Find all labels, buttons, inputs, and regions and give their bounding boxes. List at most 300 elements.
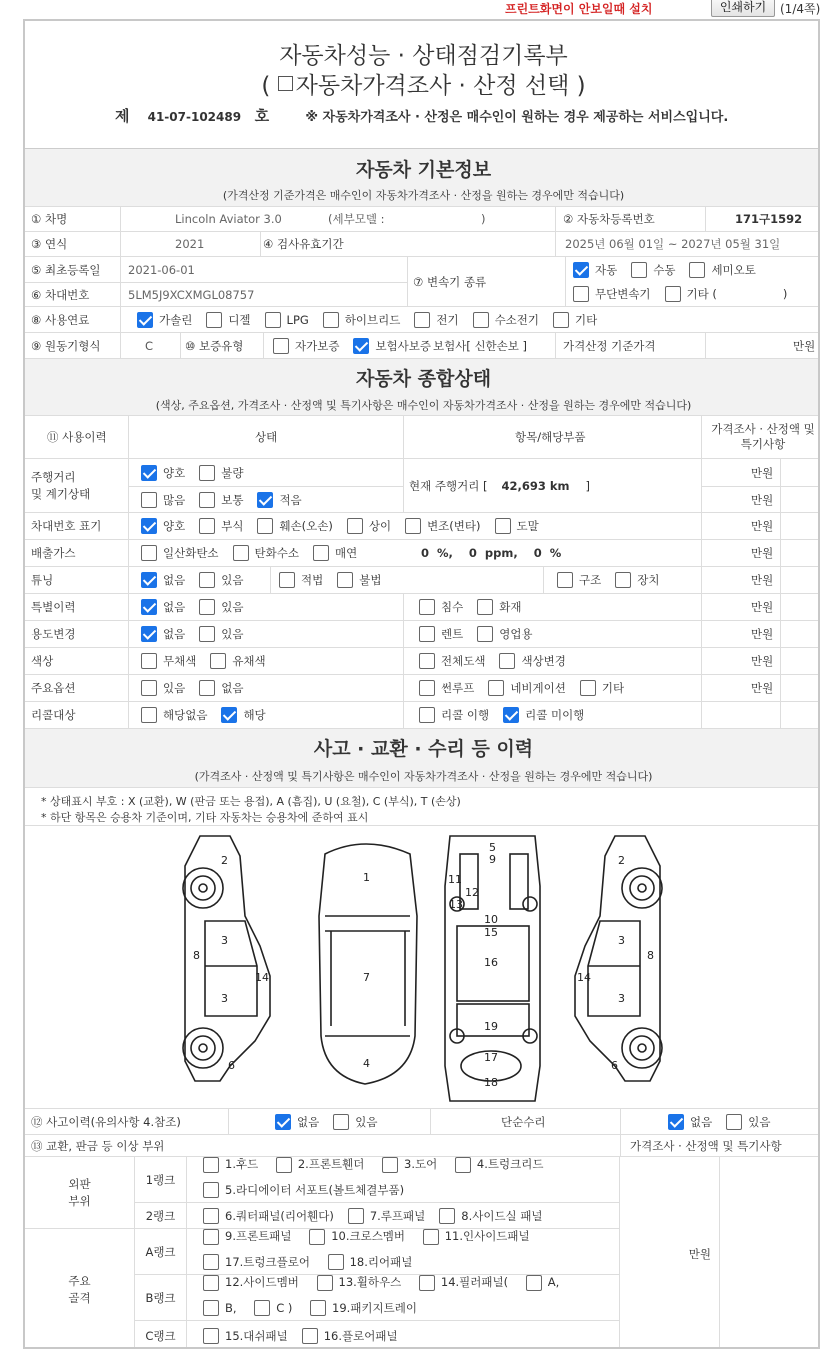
options-price: 만원 xyxy=(751,681,774,695)
simple-repair-options xyxy=(668,1109,784,1134)
accident-history-label: ⑫ 사고이력(유의사항 4.참조) xyxy=(31,1114,181,1129)
tuning-illegal-label: 불법 xyxy=(359,573,382,587)
diag-label-11: 11 xyxy=(448,873,462,886)
emission-smoke-label: 매연 xyxy=(334,546,358,560)
tuning-none-label: 없음 xyxy=(163,573,186,587)
paren-close: ) xyxy=(576,73,586,99)
top-bar xyxy=(0,0,840,18)
checkbox-navigation[interactable] xyxy=(488,680,504,696)
checkbox-part-8[interactable] xyxy=(439,1208,455,1224)
checkbox-color-change[interactable] xyxy=(499,653,515,669)
mileage-price-1: 만원 xyxy=(751,465,774,480)
row-vin-mark xyxy=(25,513,820,540)
checkbox-part-10[interactable] xyxy=(309,1229,325,1245)
pillar-b[interactable] xyxy=(203,1298,237,1319)
special-yes[interactable] xyxy=(199,599,243,615)
usage-business-label: 영업용 xyxy=(499,627,533,641)
checkbox-cvt[interactable] xyxy=(573,286,589,302)
record-number-line xyxy=(115,105,728,126)
recall-item-options xyxy=(419,702,598,728)
col-history: ⑪ 사용이력 xyxy=(47,430,107,444)
status-sub: (색상, 주요옵션, 가격조사 · 산정액 및 특기사항은 매수인이 자동차가격조사 · 산정을 원하는 경우에만 적습니다) xyxy=(155,399,692,412)
checkbox-part-18[interactable] xyxy=(328,1254,344,1270)
vin-good[interactable] xyxy=(141,518,185,534)
part-cross-member[interactable] xyxy=(309,1226,405,1247)
checkbox-fuel-other[interactable] xyxy=(553,312,569,328)
checkbox-tuning-legal[interactable] xyxy=(279,572,295,588)
color-item-options xyxy=(419,648,580,674)
checkbox-part-6[interactable] xyxy=(203,1208,219,1224)
checkbox-auto[interactable] xyxy=(573,262,589,278)
checkbox-tuning-yes[interactable] xyxy=(199,572,215,588)
option-navigation-label: 네비게이션 xyxy=(510,681,566,695)
parts-price-label: 가격조사 · 산정액 및 특기사항 xyxy=(630,1138,782,1153)
checkbox-vin-corrosion[interactable] xyxy=(199,518,215,534)
checkbox-part-11[interactable] xyxy=(423,1229,439,1245)
tuning-yes[interactable] xyxy=(199,572,243,588)
car-diagram-svg xyxy=(25,826,820,1109)
diag-label-13: 13 xyxy=(449,898,463,911)
diag-label-10: 10 xyxy=(484,913,498,926)
accident-heading: 사고 · 교환 · 수리 등 이력 xyxy=(313,738,534,760)
vin-corrosion[interactable] xyxy=(199,518,243,534)
part-dash-panel[interactable] xyxy=(203,1328,288,1344)
checkbox-full-paint[interactable] xyxy=(419,653,435,669)
row-emission xyxy=(25,540,820,567)
tuning-legal-options xyxy=(279,567,395,593)
usage-price: 만원 xyxy=(751,627,774,641)
color-achromatic-label: 무채색 xyxy=(163,654,197,668)
recall-not-done[interactable] xyxy=(503,707,584,723)
left-rear-wheel xyxy=(183,1028,223,1068)
checkbox-repair-yes[interactable] xyxy=(726,1114,742,1130)
checkbox-diesel[interactable] xyxy=(206,312,222,328)
checkbox-part-12[interactable] xyxy=(203,1275,219,1291)
part-11-label: 11.인사이드패널 xyxy=(444,1229,530,1243)
parts-label: ⑬ 교환, 판금 등 이상 부위 xyxy=(31,1138,165,1153)
reg-no-label: ② 자동차등록번호 xyxy=(563,212,655,226)
emission-hc[interactable] xyxy=(233,545,299,561)
fuel-options xyxy=(137,307,611,332)
checkbox-part-13[interactable] xyxy=(317,1275,333,1291)
checkbox-recall-applicable[interactable] xyxy=(221,707,237,723)
checkbox-rent[interactable] xyxy=(419,626,435,642)
price-survey-checkbox[interactable] xyxy=(278,76,293,91)
trans-other[interactable] xyxy=(665,286,717,302)
tuning-none[interactable] xyxy=(141,572,185,588)
checkbox-accident-none[interactable] xyxy=(275,1114,291,1130)
parts-price-unit: 만원 xyxy=(688,1246,711,1261)
part-15-label: 15.대쉬패널 xyxy=(225,1328,288,1343)
rank-1-label: 1랭크 xyxy=(135,1157,187,1203)
checkbox-pillar-c[interactable] xyxy=(254,1300,270,1316)
checkbox-sunroof[interactable] xyxy=(419,680,435,696)
special-flood[interactable] xyxy=(419,599,463,615)
mileage-price-2: 만원 xyxy=(751,492,774,507)
checkbox-tuning-device[interactable] xyxy=(615,572,631,588)
checkbox-smoke[interactable] xyxy=(313,545,329,561)
checkbox-part-4[interactable] xyxy=(455,1157,471,1173)
diag-label-6: 6 xyxy=(228,1059,235,1072)
fuel-gasoline-label: 가솔린 xyxy=(159,312,193,327)
checkbox-hydrogen[interactable] xyxy=(473,312,489,328)
rank-b-label: B랭크 xyxy=(135,1275,187,1321)
checkbox-part-14[interactable] xyxy=(419,1275,435,1291)
recall-na[interactable] xyxy=(141,707,207,723)
tuning-illegal[interactable] xyxy=(337,572,381,588)
checkbox-recall-done[interactable] xyxy=(419,707,435,723)
vin-altered[interactable] xyxy=(405,518,480,534)
diag-label-3b-right: 3 xyxy=(618,992,625,1005)
checkbox-option-other[interactable] xyxy=(580,680,596,696)
reg-no-value: 171구1592 xyxy=(735,212,803,226)
part-roof-panel[interactable] xyxy=(348,1208,425,1224)
row-fuel xyxy=(25,307,820,333)
gauge-options xyxy=(141,459,257,486)
emission-values: 0 %, 0 ppm, 0 % xyxy=(421,546,562,560)
part-trunk-floor[interactable] xyxy=(203,1252,310,1273)
diag-label-7: 7 xyxy=(363,971,370,984)
warranty-self-label: 자가보증 xyxy=(295,338,340,353)
fuel-hydrogen[interactable] xyxy=(473,312,539,328)
mileage-normal[interactable] xyxy=(199,492,243,508)
options-item-options xyxy=(419,675,638,701)
part-quarter-panel[interactable] xyxy=(203,1208,334,1224)
part-wheel-house[interactable] xyxy=(317,1272,402,1293)
part-package-tray[interactable] xyxy=(310,1298,417,1319)
recall-done-label: 리콜 이행 xyxy=(441,708,490,722)
checkbox-gauge-bad[interactable] xyxy=(199,465,215,481)
part-12-label: 12.사이드멤버 xyxy=(225,1275,299,1289)
fuel-electric-label: 전기 xyxy=(436,312,459,327)
mileage-many[interactable] xyxy=(141,492,185,508)
part-floor-panel[interactable] xyxy=(302,1328,398,1344)
checkbox-part-19[interactable] xyxy=(310,1300,326,1316)
col-price: 가격조사 · 산정액 및 특기사항 xyxy=(711,422,815,451)
part-pillar-panel[interactable] xyxy=(419,1272,508,1293)
checkbox-part-16[interactable] xyxy=(302,1328,318,1344)
row-tuning xyxy=(25,567,820,594)
color-options xyxy=(141,648,280,674)
usage-none[interactable] xyxy=(141,626,185,642)
checkbox-accident-yes[interactable] xyxy=(333,1114,349,1130)
fuel-hybrid[interactable] xyxy=(323,312,401,328)
fuel-diesel[interactable] xyxy=(206,312,250,328)
trans-manual[interactable] xyxy=(631,262,675,278)
checkbox-mileage-low[interactable] xyxy=(257,492,273,508)
transmission-label: ⑦ 변속기 종류 xyxy=(413,274,487,289)
col-state: 상태 xyxy=(255,430,278,444)
pillar-a[interactable] xyxy=(526,1272,560,1293)
part-rear-panel[interactable] xyxy=(328,1252,413,1273)
mileage-normal-label: 보통 xyxy=(221,492,244,507)
checkbox-special-none[interactable] xyxy=(141,599,157,615)
diag-label-2-right: 2 xyxy=(618,854,625,867)
option-other[interactable] xyxy=(580,680,624,696)
color-change[interactable] xyxy=(499,653,565,669)
special-none[interactable] xyxy=(141,599,185,615)
diag-label-14: 14 xyxy=(255,971,269,984)
checkbox-hc[interactable] xyxy=(233,545,249,561)
row-color xyxy=(25,648,820,675)
row-engine xyxy=(25,333,820,359)
checkbox-co[interactable] xyxy=(141,545,157,561)
part-13-label: 13.휠하우스 xyxy=(338,1275,402,1289)
checkbox-manual[interactable] xyxy=(631,262,647,278)
checkbox-repair-none[interactable] xyxy=(668,1114,684,1130)
part-17-label: 17.트렁크플로어 xyxy=(225,1254,310,1269)
checkbox-part-3[interactable] xyxy=(382,1157,398,1173)
special-fire-label: 화재 xyxy=(499,600,522,614)
row-mileage xyxy=(25,459,820,513)
checkbox-part-5[interactable] xyxy=(203,1182,219,1198)
checkbox-semi[interactable] xyxy=(689,262,705,278)
checkbox-vin-different[interactable] xyxy=(347,518,363,534)
diag-label-16: 16 xyxy=(484,956,498,969)
mileage-many-label: 많음 xyxy=(163,492,186,507)
part-front-panel[interactable] xyxy=(203,1226,292,1247)
trans-manual-label: 수동 xyxy=(653,262,676,277)
part-trunk-lid[interactable] xyxy=(455,1154,544,1175)
checkbox-vin-smeared[interactable] xyxy=(495,518,511,534)
usage-label: 용도변경 xyxy=(31,627,76,641)
diag-label-15: 15 xyxy=(484,926,498,939)
print-button[interactable]: 인쇄하기 xyxy=(711,0,775,17)
option-sunroof[interactable] xyxy=(419,680,474,696)
trans-other-close: ) xyxy=(782,286,788,301)
part-2-label: 2.프론트휀더 xyxy=(297,1157,365,1171)
engine-value: C xyxy=(145,338,154,353)
checkbox-flood[interactable] xyxy=(419,599,435,615)
print-install-link[interactable]: 프린트화면이 안보일때 설치 xyxy=(505,2,653,16)
accident-none-label: 없음 xyxy=(297,1114,320,1129)
current-mileage-label: 현재 주행거리 [ xyxy=(409,478,488,493)
part-10-label: 10.크로스멤버 xyxy=(331,1229,406,1243)
checkbox-hybrid[interactable] xyxy=(323,312,339,328)
options-yes[interactable] xyxy=(141,680,185,696)
mileage-low[interactable] xyxy=(257,492,301,508)
fuel-gasoline[interactable] xyxy=(137,312,192,328)
checkbox-lpg[interactable] xyxy=(265,312,281,328)
trans-semi[interactable] xyxy=(689,262,755,278)
color-chromatic-label: 유채색 xyxy=(232,654,266,668)
checkbox-pillar-b[interactable] xyxy=(203,1300,219,1316)
accident-yes[interactable] xyxy=(333,1114,377,1130)
warranty-insurer[interactable] xyxy=(353,338,431,354)
checkbox-mileage-normal[interactable] xyxy=(199,492,215,508)
usage-item-options xyxy=(419,621,547,647)
checkbox-fire[interactable] xyxy=(477,599,493,615)
pillar-c[interactable] xyxy=(254,1298,292,1319)
part-8-label: 8.사이드실 패널 xyxy=(461,1208,543,1223)
car-name-label: ① 차명 xyxy=(31,212,68,226)
simple-repair-none[interactable] xyxy=(668,1114,712,1130)
vin-smeared[interactable] xyxy=(495,518,539,534)
checkbox-pillar-a[interactable] xyxy=(526,1275,542,1291)
checkbox-part-1[interactable] xyxy=(203,1157,219,1173)
checkbox-usage-yes[interactable] xyxy=(199,626,215,642)
price-survey-label: 자동차가격조사 · 산정 선택 xyxy=(295,73,570,99)
insurer-name: 보험사[ 신한손보 ] xyxy=(432,338,528,353)
checkbox-tuning-illegal[interactable] xyxy=(337,572,353,588)
checkbox-electric[interactable] xyxy=(414,312,430,328)
checkbox-recall-not-done[interactable] xyxy=(503,707,519,723)
part-side-member[interactable] xyxy=(203,1272,299,1293)
gauge-good-label: 양호 xyxy=(163,465,186,480)
record-number: 41-07-102489 xyxy=(147,110,242,124)
special-fire[interactable] xyxy=(477,599,521,615)
vin-different[interactable] xyxy=(347,518,391,534)
checkbox-tuning-none[interactable] xyxy=(141,572,157,588)
checkbox-recall-na[interactable] xyxy=(141,707,157,723)
checkbox-vin-good[interactable] xyxy=(141,518,157,534)
checkbox-part-2[interactable] xyxy=(276,1157,292,1173)
part-hood[interactable] xyxy=(203,1154,258,1175)
legend-note-2: * 하단 항목은 승용차 기준이며, 기타 자동차는 승용차에 준하여 표시 xyxy=(41,811,369,824)
usage-yes[interactable] xyxy=(199,626,243,642)
color-full-paint-label: 전체도색 xyxy=(441,654,486,668)
color-change-label: 색상변경 xyxy=(521,654,566,668)
warranty-self[interactable] xyxy=(273,338,339,354)
diag-label-18: 18 xyxy=(484,1076,498,1089)
tuning-legal[interactable] xyxy=(279,572,323,588)
checkbox-gasoline[interactable] xyxy=(137,312,153,328)
warranty-ins-label: 보험사보증 xyxy=(375,338,431,353)
color-chromatic[interactable] xyxy=(210,653,265,669)
diag-label-3b: 3 xyxy=(221,992,228,1005)
checkbox-usage-none[interactable] xyxy=(141,626,157,642)
car-name-value: Lincoln Aviator 3.0 xyxy=(175,212,282,226)
frame-label-1: 주요 xyxy=(68,1273,91,1288)
emission-options xyxy=(141,540,371,566)
outer-label-1: 외판 xyxy=(68,1176,91,1191)
fuel-other[interactable] xyxy=(553,312,597,328)
checkbox-trans-other[interactable] xyxy=(665,286,681,302)
part-4-label: 4.트렁크리드 xyxy=(476,1157,544,1171)
trans-cvt[interactable] xyxy=(573,286,651,302)
tuning-yes-label: 있음 xyxy=(221,573,244,587)
recall-options xyxy=(141,702,280,728)
checkbox-options-yes[interactable] xyxy=(141,680,157,696)
part-3-label: 3.도어 xyxy=(404,1157,438,1171)
diag-label-5: 5 xyxy=(489,841,496,854)
color-full-paint[interactable] xyxy=(419,653,485,669)
outer-label-2: 부위 xyxy=(68,1193,91,1208)
rank-b-items xyxy=(187,1275,620,1321)
rank-2-label: 2랭크 xyxy=(135,1203,187,1229)
usage-options xyxy=(141,621,257,647)
tuning-item-options xyxy=(557,567,673,593)
checkbox-mileage-many[interactable] xyxy=(141,492,157,508)
rank-a-items xyxy=(187,1229,620,1275)
checkbox-insurer-warranty[interactable] xyxy=(353,338,369,354)
row-year xyxy=(25,232,820,257)
tuning-structure-label: 구조 xyxy=(579,573,602,587)
usage-rent-label: 렌트 xyxy=(441,627,464,641)
diag-label-6-right: 6 xyxy=(611,1059,618,1072)
color-achromatic[interactable] xyxy=(141,653,196,669)
tuning-device[interactable] xyxy=(615,572,659,588)
usage-rent[interactable] xyxy=(419,626,463,642)
usage-business[interactable] xyxy=(477,626,532,642)
row-car-name xyxy=(25,207,820,232)
status-heading: 자동차 종합상태 xyxy=(355,368,492,390)
fuel-electric[interactable] xyxy=(414,312,458,328)
trans-auto[interactable] xyxy=(573,262,617,278)
diag-label-8: 8 xyxy=(193,949,200,962)
emission-smoke[interactable] xyxy=(313,545,357,561)
fuel-lpg[interactable] xyxy=(265,312,309,328)
tuning-device-label: 장치 xyxy=(637,573,660,587)
part-14-label: 14.필러패널( xyxy=(440,1275,509,1289)
gauge-bad[interactable] xyxy=(199,465,243,481)
special-options xyxy=(141,594,257,620)
base-price-label: 가격산정 기준가격 xyxy=(563,338,656,353)
checkbox-part-7[interactable] xyxy=(348,1208,364,1224)
status-header xyxy=(25,359,820,416)
part-door[interactable] xyxy=(382,1154,437,1175)
vin-different-label: 상이 xyxy=(368,519,392,533)
current-mileage xyxy=(409,459,590,512)
diag-label-17: 17 xyxy=(484,1051,498,1064)
recall-applicable[interactable] xyxy=(221,707,265,723)
inspect-period: 2025년 06월 01일 ~ 2027년 05월 31일 xyxy=(565,237,781,251)
option-navigation[interactable] xyxy=(488,680,566,696)
checkbox-gauge-good[interactable] xyxy=(141,465,157,481)
options-yes-label: 있음 xyxy=(163,681,186,695)
pillar-c-label: C ) xyxy=(276,1300,293,1315)
checkbox-vin-altered[interactable] xyxy=(405,518,421,534)
transmission-options-row1 xyxy=(573,257,770,282)
vin-damaged[interactable] xyxy=(257,518,332,534)
part-radiator-support[interactable] xyxy=(203,1180,404,1201)
checkbox-part-9[interactable] xyxy=(203,1229,219,1245)
record-title: 자동차성능 · 상태점검기록부 xyxy=(279,43,568,69)
checkbox-part-17[interactable] xyxy=(203,1254,219,1270)
emission-co[interactable] xyxy=(141,545,219,561)
checkbox-business[interactable] xyxy=(477,626,493,642)
gauge-good[interactable] xyxy=(141,465,185,481)
recall-done[interactable] xyxy=(419,707,489,723)
accident-none[interactable] xyxy=(275,1114,319,1130)
checkbox-part-15[interactable] xyxy=(203,1328,219,1344)
checkbox-self-warranty[interactable] xyxy=(273,338,289,354)
rank-1-items xyxy=(187,1157,620,1203)
color-price: 만원 xyxy=(751,654,774,668)
part-front-fender[interactable] xyxy=(276,1154,365,1175)
checkbox-chromatic[interactable] xyxy=(210,653,226,669)
checkbox-achromatic[interactable] xyxy=(141,653,157,669)
year-value: 2021 xyxy=(175,237,205,251)
part-side-sill[interactable] xyxy=(439,1208,542,1224)
simple-repair-yes[interactable] xyxy=(726,1114,770,1130)
tuning-structure[interactable] xyxy=(557,572,601,588)
checkbox-special-yes[interactable] xyxy=(199,599,215,615)
part-inside-panel[interactable] xyxy=(423,1226,530,1247)
checkbox-options-no[interactable] xyxy=(199,680,215,696)
options-no[interactable] xyxy=(199,680,243,696)
pillar-a-label: A, xyxy=(547,1275,560,1289)
page-indicator: (1/4쪽) xyxy=(780,2,821,16)
right-rear-wheel xyxy=(622,1028,662,1068)
vin-mark-options xyxy=(141,513,553,539)
recall-not-done-label: 리콜 미이행 xyxy=(525,708,585,722)
vin-altered-label: 변조(변타) xyxy=(427,519,481,533)
checkbox-tuning-structure[interactable] xyxy=(557,572,573,588)
repair-none-label: 없음 xyxy=(690,1114,713,1129)
part-18-label: 18.리어패널 xyxy=(349,1254,413,1269)
checkbox-vin-damaged[interactable] xyxy=(257,518,273,534)
